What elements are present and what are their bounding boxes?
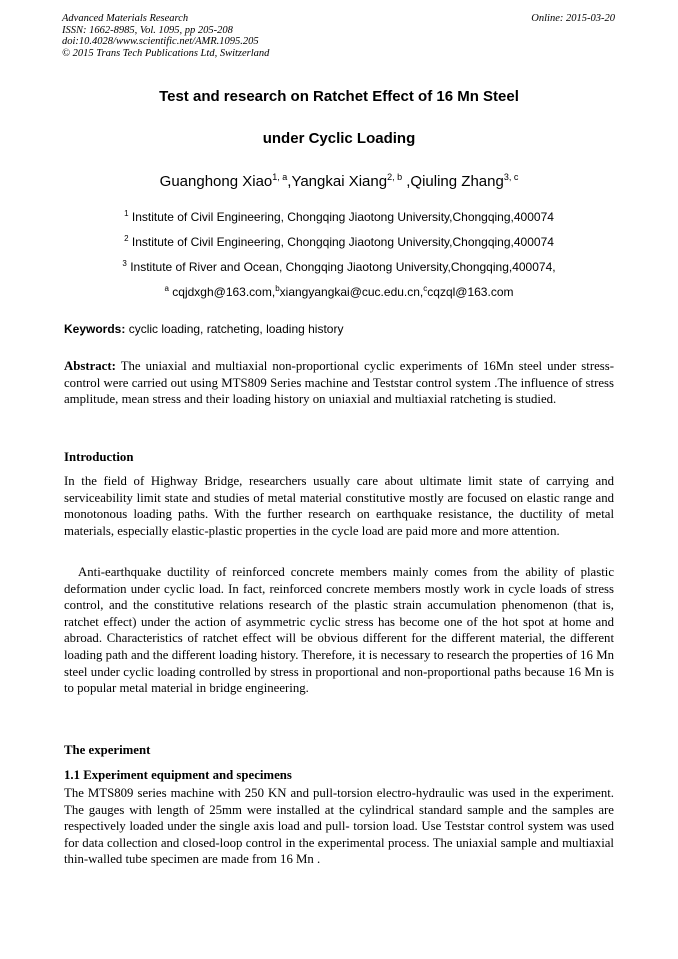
email-a-sup: a [164, 284, 169, 293]
issn-line: ISSN: 1662-8985, Vol. 1095, pp 205-208 [62, 24, 233, 36]
paper-title-line2: under Cyclic Loading [262, 130, 416, 147]
affiliation-1-sup: 1 [124, 209, 129, 218]
author-1-sup: 1, a [272, 172, 288, 182]
doi-line: doi:10.4028/www.scientific.net/AMR.1095.205 [62, 36, 259, 47]
affiliation-3-sup: 3 [122, 259, 127, 268]
author-list [0, 172, 678, 190]
author-2: ,Yangkai Xiang [287, 173, 388, 190]
online-date: Online: 2015-03-20 [531, 13, 615, 24]
journal-name: Advanced Materials Research [62, 13, 189, 24]
author-1: Guanghong Xiao [159, 173, 273, 190]
affiliation-1-text: Institute of Civil Engineering, Chongqing Jiaotong University,Chongqing,400074 [128, 210, 554, 224]
affiliation-3 [0, 259, 678, 274]
author-3: ,Qiuling Zhang [402, 173, 504, 190]
experiment-heading: The experiment [64, 743, 151, 757]
experiment-subheading: 1.1 Experiment equipment and specimens [64, 768, 292, 782]
email-c: cqzql@163.com [427, 285, 514, 299]
author-2-sup: 2, b [387, 172, 403, 182]
introduction-heading: Introduction [64, 450, 134, 464]
affiliation-2 [0, 234, 678, 249]
keywords-text: cyclic loading, ratcheting, loading history [125, 322, 344, 336]
keywords [64, 322, 343, 336]
email-c-sup: c [423, 284, 428, 293]
affiliation-3-text: Institute of River and Ocean, Chongqing Jiaotong University,Chongqing,400074, [126, 260, 556, 274]
affiliation-1 [0, 209, 678, 224]
affiliation-2-text: Institute of Civil Engineering, Chongqing Jiaotong University,Chongqing,400074 [128, 235, 554, 249]
introduction-paragraph-2: Anti-earthquake ductility of reinforced concrete members mainly comes from the ability of plastic deformation under cyclic load. In fact, reinforced concrete members mostly work in cycle loads of stress control, and the constitutive relations research of the plastic strain accumulation phenomenon (that is, ratchet effect) under the action of asymmetric cyclic stress has become one of the hot spot at home and abroad. Characteristics of ratchet effect will be obvious different for the different material, the different loading path and the different loading history. Therefore, it is necessary to research the properties of 16 Mn steel under cyclic loading controlled by stress in proportional and non-proportional paths because 16 Mn is to popular metal material in bridge engineering. [64, 565, 614, 696]
email-line [0, 284, 678, 299]
journal-header [62, 13, 269, 59]
abstract-text: The uniaxial and multiaxial non-proportional cyclic experiments of 16Mn steel under stress-control were carried out using MTS809 Series machine and Teststar control system .The influence of stress amplitude, mean stress and their loading history on uniaxial and multiaxial ratcheting is studied. [64, 359, 614, 407]
introduction-paragraph-1: In the field of Highway Bridge, researchers usually care about ultimate limit state of carrying and serviceability limit state and studies of metal material constitutive mostly are focused on elastic range and monotonous loading paths. With the further research on earthquake resistance, the ductility of metal materials, especially elastic-plastic properties in the cycle load are paid more and more attention. [64, 474, 614, 538]
affiliation-2-sup: 2 [124, 234, 129, 243]
email-b-sup: b [275, 284, 280, 293]
abstract [64, 358, 614, 408]
author-3-sup: 3, c [503, 172, 519, 182]
email-a: cqjdxgh@163.com, [168, 285, 276, 299]
abstract-label: Abstract: [64, 359, 116, 373]
keywords-label: Keywords: [64, 322, 126, 336]
experiment-paragraph: The MTS809 series machine with 250 KN and pull-torsion electro-hydraulic was used in the experiment. The gauges with length of 25mm were installed at the cylindrical standard sample and the samples are respectively loaded under the single axis load and pull- torsion load. Use Teststar control system was used for data collection and closed-loop control in the experimental process. The uniaxial sample and multiaxial thin-walled tube specimen are made from 16 Mn . [64, 786, 614, 867]
paper-title-line1: Test and research on Ratchet Effect of 16 Mn Steel [159, 88, 519, 105]
copyright-line: © 2015 Trans Tech Publications Ltd, Switzerland [62, 47, 270, 59]
email-b: xiangyangkai@cuc.edu.cn, [279, 285, 424, 299]
